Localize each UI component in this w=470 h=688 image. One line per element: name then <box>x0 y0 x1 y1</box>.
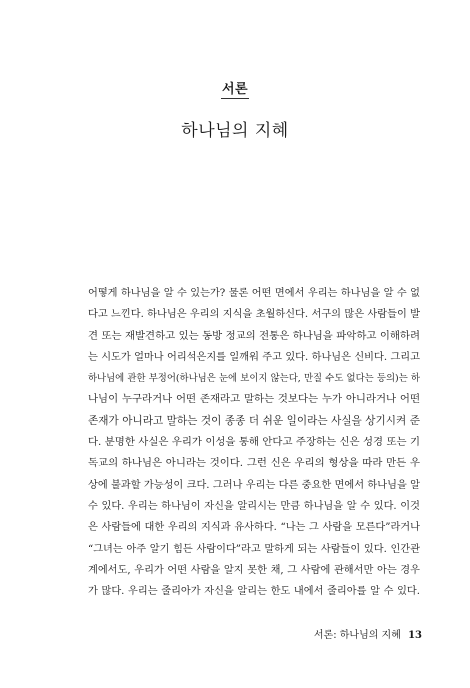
text-line: 상에 불과할 가능성이 크다. 그러나 우리는 다른 중요한 면에서 하나님을 알 <box>88 479 420 491</box>
text-line: 은 사람들에 대한 우리의 지식과 유사하다. “나는 그 사람을 모른다”라거나 <box>88 522 420 534</box>
chapter-divider <box>221 98 249 99</box>
page-footer <box>314 626 422 641</box>
text-line: 하나님에 관한 부정어(하나님은 눈에 보이지 않는다, 만질 수도 없다는 등의)는 하 <box>88 373 420 385</box>
text-line: 견 또는 재발견하고 있는 동방 정교의 전통은 하나님을 파악하고 이해하려 <box>88 329 420 342</box>
text-line: “그녀는 아주 알기 힘든 사람이다”라고 말하게 되는 사람들이 있다. 인간관 <box>88 543 420 555</box>
text-line: 수 있다. 우리는 하나님이 자신을 알리시는 만큼 하나님을 알 수 있다. 이것 <box>88 500 420 512</box>
text-line: 다. 분명한 사실은 우리가 이성을 통해 안다고 주장하는 신은 성경 또는 기 <box>88 436 420 449</box>
text-line: 가 많다. 우리는 줄리아가 자신을 알리는 한도 내에서 줄리아를 알 수 있다. <box>88 586 420 598</box>
chapter-title: 하나님의 지혜 <box>181 121 289 141</box>
text-line: 독교의 하나님은 아니라는 것이다. 그런 신은 우리의 형상을 따라 만든 우 <box>88 457 420 470</box>
chapter-label: 서론 <box>221 82 249 97</box>
text-line: 계에서도, 우리가 어떤 사람을 알지 못한 채, 그 사람에 관해서만 아는 경우 <box>88 564 420 576</box>
body-paragraph <box>88 283 420 602</box>
running-head: 서론: 하나님의 지혜 <box>313 630 401 641</box>
text-line: 다고 느낀다. 하나님은 우리의 지식을 초월하신다. 서구의 많은 사람들이 발 <box>88 309 420 321</box>
text-line: 존재가 아니라고 말하는 것이 종종 더 쉬운 일이라는 사실을 상기시켜 준 <box>88 414 420 427</box>
text-line: 나님이 누구라거나 어떤 존재라고 말하는 것보다는 누가 아니라거나 어떤 <box>88 393 420 406</box>
page-number: 13 <box>408 630 422 641</box>
text-line: 어떻게 하나님을 알 수 있는가? 물론 어떤 면에서 우리는 하나님을 알 수 없 <box>88 288 420 299</box>
text-line: 는 시도가 얼마나 어리석은지를 일깨워 주고 있다. 하나님은 신비다. 그리고 <box>88 351 420 363</box>
